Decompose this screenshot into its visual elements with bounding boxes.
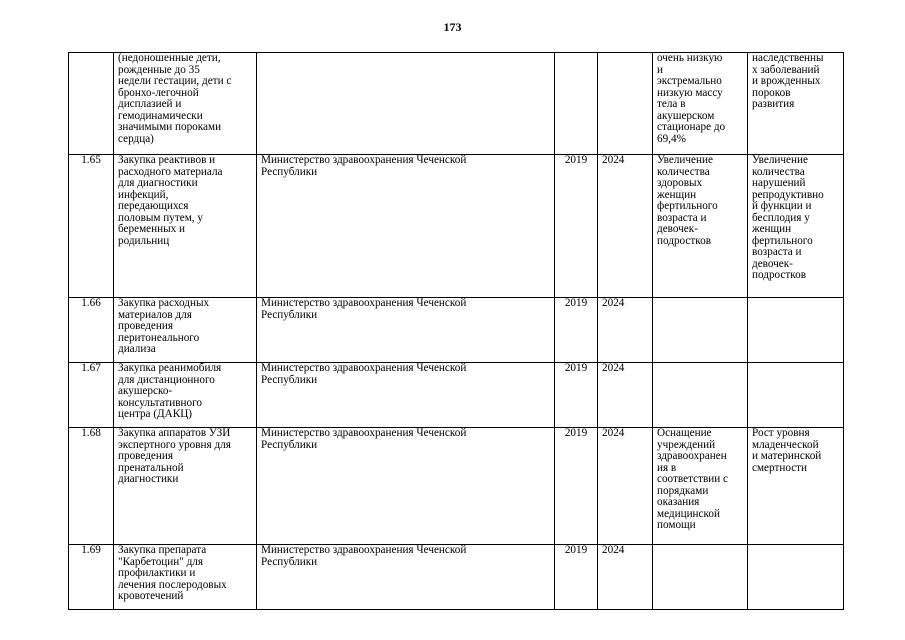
row-number-cell	[69, 298, 114, 363]
consequence-cell	[748, 298, 844, 363]
executor-text: Министерство здравоохранения Чеченской Республики	[261, 297, 467, 321]
start-year-cell	[555, 298, 598, 363]
consequence-cell	[748, 53, 844, 155]
start-year-cell	[555, 53, 598, 155]
table-row	[69, 545, 844, 610]
consequence-cell	[748, 545, 844, 610]
table-row	[69, 53, 844, 155]
expected-result-cell	[653, 428, 748, 545]
start-year-text: 2019	[564, 297, 588, 309]
executor-cell	[257, 298, 555, 363]
row-number-text: 1.65	[81, 154, 101, 166]
measure-name-cell	[114, 298, 257, 363]
start-year-text: 2019	[564, 154, 588, 166]
measure-name-text: Закупка препарата "Карбетоцин" для профилактики и лечения послеродовых кровотечений	[118, 544, 227, 602]
measure-name-text: Закупка реактивов и расходного материала для диагностики инфекций, передающихся половым путем, у беременных и родильниц	[118, 154, 223, 247]
start-year-cell	[555, 545, 598, 610]
consequence-cell	[748, 428, 844, 545]
executor-text: Министерство здравоохранения Чеченской Республики	[261, 544, 467, 568]
measure-name-cell	[114, 545, 257, 610]
row-number-cell	[69, 155, 114, 298]
row-number-cell	[69, 545, 114, 610]
measures-table	[68, 52, 844, 610]
executor-text: Министерство здравоохранения Чеченской Республики	[261, 154, 467, 178]
row-number-text: 1.67	[81, 362, 101, 374]
executor-cell	[257, 428, 555, 545]
consequence-text: Рост уровня младенческой и материнской смертности	[752, 427, 822, 474]
end-year-cell	[598, 53, 653, 155]
row-number-cell	[69, 53, 114, 155]
expected-result-cell	[653, 155, 748, 298]
end-year-cell	[598, 428, 653, 545]
expected-result-text: Увеличение количества здоровых женщин фертильного возраста и девочек- подростков	[657, 154, 718, 247]
executor-text: Министерство здравоохранения Чеченской Республики	[261, 427, 467, 451]
measure-name-cell	[114, 155, 257, 298]
measure-name-text: (недоношенные дети, рожденные до 35 недели гестации, дети с бронхо-легочной дисплазией и гемодинамически значимыми пороками сердца)	[118, 52, 232, 145]
start-year-text: 2019	[564, 427, 588, 439]
table-row	[69, 428, 844, 545]
measure-name-cell	[114, 363, 257, 428]
row-number-cell	[69, 363, 114, 428]
expected-result-cell	[653, 53, 748, 155]
start-year-cell	[555, 363, 598, 428]
end-year-cell	[598, 155, 653, 298]
executor-cell	[257, 155, 555, 298]
expected-result-text: Оснащение учреждений здравоохранен ия в соответствии с порядками оказания медицинской помощи	[657, 427, 728, 531]
measure-name-text: Закупка аппаратов УЗИ экспертного уровня для проведения пренатальной диагностики	[118, 427, 231, 485]
table-row	[69, 363, 844, 428]
start-year-cell	[555, 155, 598, 298]
row-number-cell	[69, 428, 114, 545]
row-number-text: 1.66	[81, 297, 101, 309]
end-year-cell	[598, 363, 653, 428]
start-year-text: 2019	[564, 544, 588, 556]
table-body	[69, 53, 844, 610]
end-year-text: 2024	[602, 362, 625, 374]
expected-result-cell	[653, 545, 748, 610]
table-row	[69, 155, 844, 298]
executor-text: Министерство здравоохранения Чеченской Республики	[261, 362, 467, 386]
end-year-text: 2024	[602, 544, 625, 556]
measure-name-cell	[114, 53, 257, 155]
consequence-text: Увеличение количества нарушений репродуктивно й функции и бесплодия у женщин фертильного возраста и девочек- подростков	[752, 154, 824, 281]
consequence-text: наследственны х заболеваний и врожденных пороков развития	[752, 52, 824, 110]
row-number-text: 1.69	[81, 544, 101, 556]
expected-result-text: очень низкую и экстремально низкую массу тела в акушерском стационаре до 69,4%	[657, 52, 726, 145]
executor-cell	[257, 363, 555, 428]
expected-result-cell	[653, 298, 748, 363]
measure-name-cell	[114, 428, 257, 545]
executor-cell	[257, 53, 555, 155]
start-year-cell	[555, 428, 598, 545]
measure-name-text: Закупка расходных материалов для проведения перитонеального диализа	[118, 297, 210, 355]
expected-result-cell	[653, 363, 748, 428]
end-year-text: 2024	[602, 297, 625, 309]
table-row	[69, 298, 844, 363]
start-year-text: 2019	[564, 362, 588, 374]
end-year-cell	[598, 298, 653, 363]
row-number-text: 1.68	[81, 427, 101, 439]
consequence-cell	[748, 155, 844, 298]
end-year-text: 2024	[602, 154, 625, 166]
consequence-cell	[748, 363, 844, 428]
page-number: 173	[443, 20, 462, 34]
executor-cell	[257, 545, 555, 610]
end-year-cell	[598, 545, 653, 610]
end-year-text: 2024	[602, 427, 625, 439]
measure-name-text: Закупка реанимобиля для дистанционного акушерско- консультативного центра (ДАКЦ)	[118, 362, 222, 420]
